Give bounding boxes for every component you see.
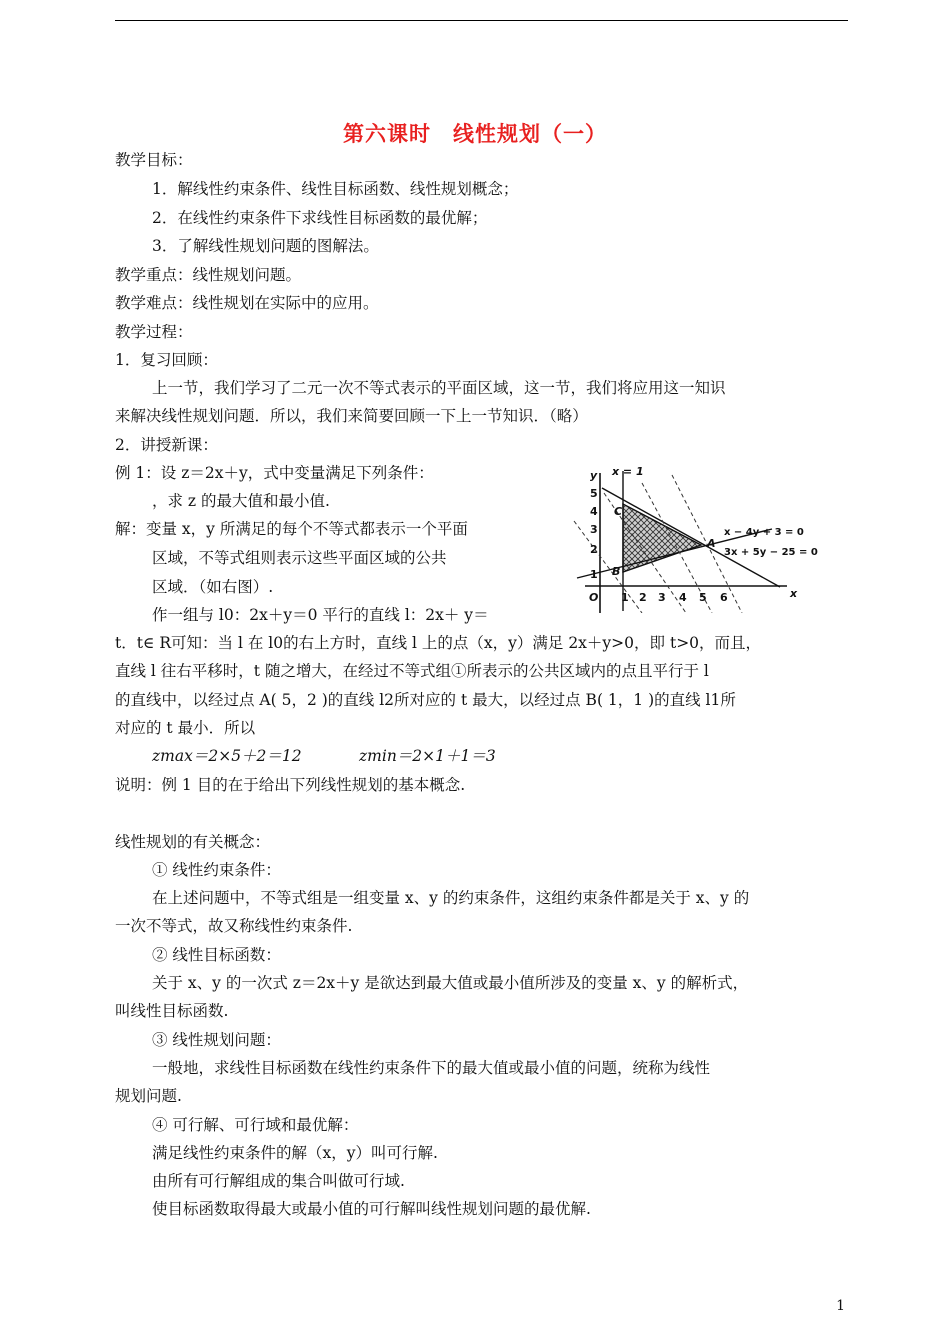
solution-line-2: 区域，不等式组则表示这些平面区域的公共 xyxy=(152,549,447,567)
concept-4-line-3: 使目标函数取得最大或最小值的可行解叫线性规划问题的最优解. xyxy=(152,1200,591,1218)
concept-2-line-1: 关于 x、y 的一次式 z＝2x＋y 是欲达到最大值或最小值所涉及的变量 x、y 的解析式， xyxy=(152,974,749,992)
line-x-1-label: x = 1 xyxy=(612,465,644,478)
solution-line-1: 解：变量 x，y 所满足的每个不等式都表示一个平面 xyxy=(115,520,468,538)
concept-2-line-2: 叫线性目标函数. xyxy=(115,1002,229,1020)
y-tick-label: 1 xyxy=(590,568,598,581)
concepts-heading: 线性规划的有关概念： xyxy=(115,833,271,851)
concept-3-heading: ③ 线性规划问题： xyxy=(152,1031,281,1049)
equation-2-label: 3x + 5y − 25 = 0 xyxy=(724,547,818,558)
point-a-label: A xyxy=(707,537,716,550)
x-tick-label: 1 xyxy=(621,591,629,604)
equation-1-label: x − 4y + 3 = 0 xyxy=(724,527,804,538)
solution-line-5: t．t∈ R可知：当 l 在 l0的右上方时，直线 l 上的点（x，y）满足 2x＋y>0，即 t>0，而且， xyxy=(115,634,762,652)
difficult-point: 教学难点：线性规划在实际中的应用。 xyxy=(115,294,379,312)
concept-4-line-1: 满足线性约束条件的解（x，y）叫可行解. xyxy=(152,1144,438,1162)
section-2-heading: 2．讲授新课： xyxy=(115,436,218,454)
y-axis-label: y xyxy=(590,469,598,482)
x-tick-label: 6 xyxy=(720,591,728,604)
x-tick-label: 2 xyxy=(639,591,647,604)
concept-3-line-1: 一般地，求线性目标函数在线性约束条件下的最大值或最小值的问题，统称为线性 xyxy=(152,1059,711,1077)
concept-2-heading: ② 线性目标函数： xyxy=(152,946,281,964)
y-tick-label: 3 xyxy=(590,523,598,536)
goal-1: 1．解线性约束条件、线性目标函数、线性规划概念； xyxy=(152,180,519,198)
process-heading: 教学过程： xyxy=(115,323,193,341)
header-rule xyxy=(115,20,848,21)
point-c-label: C xyxy=(614,505,623,518)
z-min-formula: zmin＝2×1＋1＝3 xyxy=(359,747,496,765)
concept-1-line-2: 一次不等式，故又称线性约束条件. xyxy=(115,917,353,935)
review-paragraph-line-1: 上一节，我们学习了二元一次不等式表示的平面区域，这一节，我们将应用这一知识 xyxy=(152,379,726,397)
concept-4-line-2: 由所有可行解组成的集合叫做可行域. xyxy=(152,1172,405,1190)
concept-1-heading: ① 线性约束条件： xyxy=(152,861,281,879)
feasible-region-figure xyxy=(572,463,848,613)
concept-4-heading: ④ 可行解、可行域和最优解： xyxy=(152,1116,359,1134)
solution-line-6: 直线 l 往右平移时，t 随之增大，在经过不等式组①所表示的公共区域内的点且平行于 l xyxy=(115,662,709,680)
point-b-label: B xyxy=(612,565,621,578)
goal-3: 3．了解线性规划问题的图解法。 xyxy=(152,237,379,255)
z-max-formula: zmax＝2×5＋2＝12 xyxy=(152,747,302,765)
page-number: 1 xyxy=(836,1298,845,1314)
review-paragraph-line-2: 来解决线性规划问题．所以，我们来简要回顾一下上一节知识．（略） xyxy=(115,407,588,425)
y-tick-label: 5 xyxy=(590,487,598,500)
example-1-question: ，求 z 的最大值和最小值. xyxy=(152,492,330,510)
y-tick-label: 2 xyxy=(590,543,598,556)
solution-line-4: 作一组与 l0：2x＋y＝0 平行的直线 l：2x＋ y＝ xyxy=(152,606,489,624)
solution-line-3: 区域．（如右图）. xyxy=(152,578,274,596)
example-1-statement: 例 1：设 z＝2x＋y，式中变量满足下列条件： xyxy=(115,464,434,482)
origin-label: O xyxy=(589,591,599,604)
x-tick-label: 4 xyxy=(679,591,687,604)
concept-1-line-1: 在上述问题中，不等式组是一组变量 x、y 的约束条件，这组约束条件都是关于 x、y 的 xyxy=(152,889,750,907)
solution-line-7: 的直线中，以经过点 A( 5，2 )的直线 l2所对应的 t 最大，以经过点 B( 1，1 )的直线 l1所 xyxy=(115,691,736,709)
x-tick-label: 5 xyxy=(699,591,707,604)
y-tick-label: 4 xyxy=(590,505,598,518)
x-tick-label: 3 xyxy=(658,591,666,604)
example-note: 说明：例 1 目的在于给出下列线性规划的基本概念. xyxy=(115,776,466,794)
page-title: 第六课时 线性规划（一） xyxy=(343,122,607,146)
x-axis-label: x xyxy=(790,587,798,600)
section-1-heading: 1．复习回顾： xyxy=(115,351,218,369)
key-point: 教学重点：线性规划问题。 xyxy=(115,266,302,284)
goals-heading: 教学目标： xyxy=(115,151,193,169)
concept-3-line-2: 规划问题. xyxy=(115,1087,182,1105)
solution-line-8: 对应的 t 最小．所以 xyxy=(115,719,256,737)
goal-2: 2．在线性约束条件下求线性目标函数的最优解； xyxy=(152,209,488,227)
